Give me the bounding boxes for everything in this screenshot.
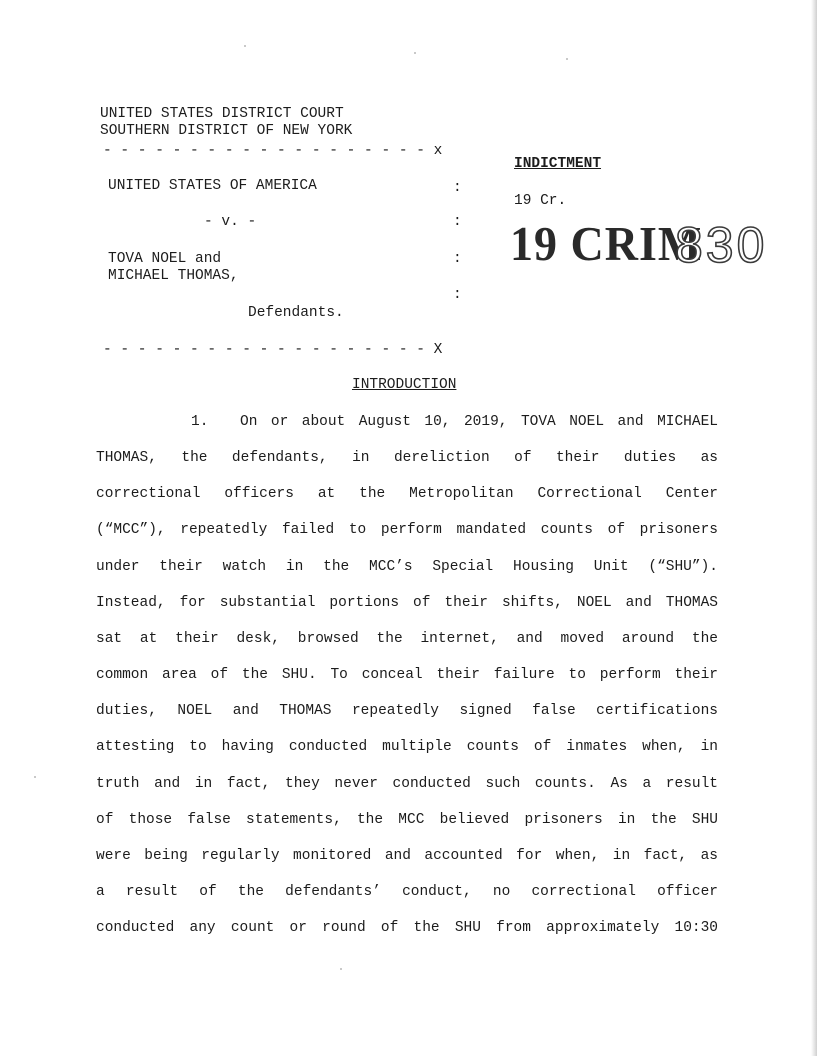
paragraph-line: sat at their desk, browsed the internet, and moved around the bbox=[96, 631, 718, 647]
paragraph-line: of those false statements, the MCC believed prisoners in the SHU bbox=[96, 812, 718, 828]
caption-colon: : bbox=[453, 180, 462, 196]
paragraph-number: 1. bbox=[191, 414, 209, 430]
case-number-stamp-digits: 830 bbox=[675, 217, 768, 273]
versus-label: - v. - bbox=[204, 214, 257, 230]
paragraph-line: were being regularly monitored and accounted for when, in fact, as bbox=[96, 848, 718, 864]
paragraph-line: correctional officers at the Metropolitan Correctional Center bbox=[96, 486, 718, 502]
caption-rule-bottom: - - - - - - - - - - - - - - - - - - - X bbox=[103, 342, 443, 358]
scan-speck bbox=[566, 58, 568, 60]
caption-colon: : bbox=[453, 287, 462, 303]
paragraph-line: attesting to having conducted multiple counts of inmates when, in bbox=[96, 739, 718, 755]
paragraph-line: THOMAS, the defendants, in dereliction of their duties as bbox=[96, 450, 718, 466]
paragraph-line: under their watch in the MCC’s Special Housing Unit (“SHU”). bbox=[96, 559, 718, 575]
caption-colon: : bbox=[453, 214, 462, 230]
paragraph-line: conducted any count or round of the SHU from approximately 10:30 bbox=[96, 920, 718, 936]
indictment-title: INDICTMENT bbox=[514, 156, 602, 172]
section-heading: INTRODUCTION bbox=[352, 377, 457, 393]
defendant-name-1: TOVA NOEL and bbox=[108, 251, 222, 267]
plaintiff-name: UNITED STATES OF AMERICA bbox=[108, 178, 317, 194]
case-number-stamp: 19 CRIM bbox=[510, 216, 703, 271]
paragraph-line: Instead, for substantial portions of their shifts, NOEL and THOMAS bbox=[96, 595, 718, 611]
court-name-line1: UNITED STATES DISTRICT COURT bbox=[100, 106, 344, 122]
paragraph-line: duties, NOEL and THOMAS repeatedly signed false certifications bbox=[96, 703, 718, 719]
defendants-label: Defendants. bbox=[248, 305, 344, 321]
paragraph-line: (“MCC”), repeatedly failed to perform mandated counts of prisoners bbox=[96, 522, 718, 538]
scan-speck bbox=[340, 968, 342, 970]
caption-colon: : bbox=[453, 251, 462, 267]
paragraph-line: truth and in fact, they never conducted such counts. As a result bbox=[96, 776, 718, 792]
scan-speck bbox=[414, 52, 416, 54]
scan-page-edge bbox=[811, 0, 817, 1056]
court-name-line2: SOUTHERN DISTRICT OF NEW YORK bbox=[100, 123, 353, 139]
criminal-docket-label: 19 Cr. bbox=[514, 193, 567, 209]
paragraph-first-line: On or about August 10, 2019, TOVA NOEL and MICHAEL bbox=[240, 414, 718, 430]
paragraph-line: a result of the defendants’ conduct, no correctional officer bbox=[96, 884, 718, 900]
scan-speck bbox=[244, 45, 246, 47]
caption-rule-top: - - - - - - - - - - - - - - - - - - - x bbox=[103, 143, 443, 159]
defendant-name-2: MICHAEL THOMAS, bbox=[108, 268, 239, 284]
scan-speck bbox=[34, 776, 36, 778]
paragraph-line: common area of the SHU. To conceal their failure to perform their bbox=[96, 667, 718, 683]
